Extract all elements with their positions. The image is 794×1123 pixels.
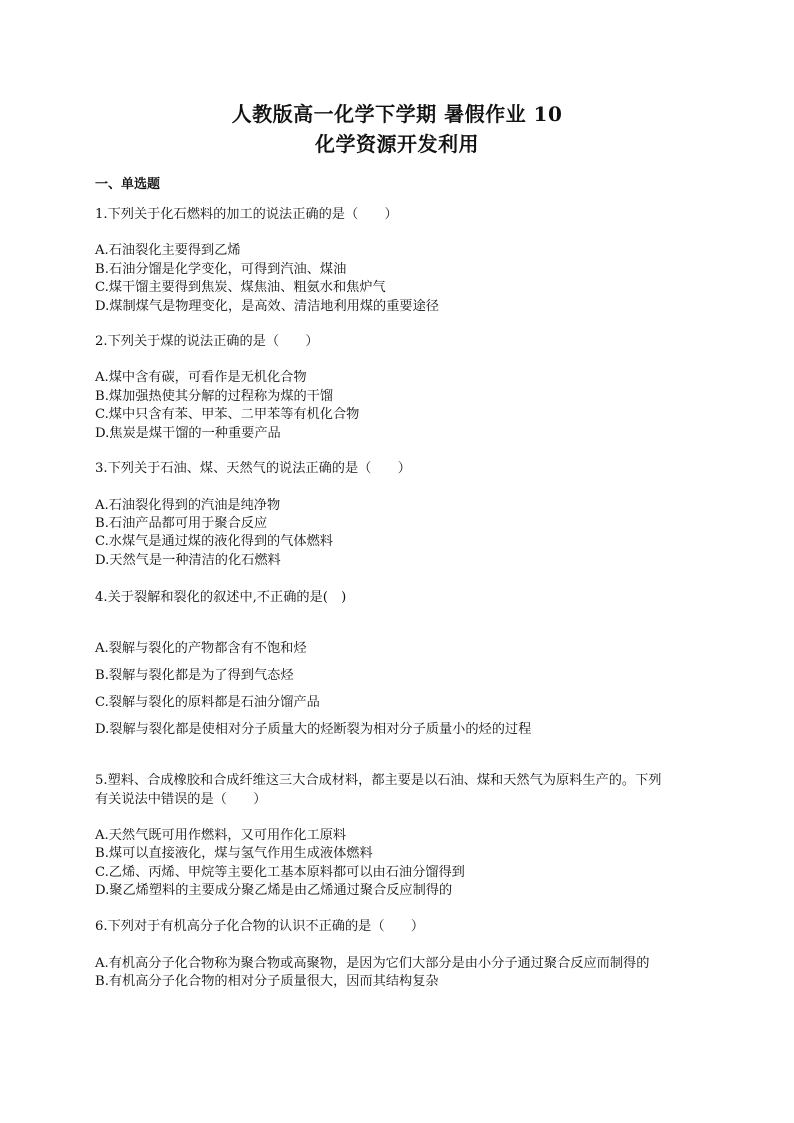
question-option: C.煤中只含有苯、甲苯、二甲苯等有机化合物 bbox=[95, 407, 360, 422]
question-stem-continued: 有关说法中错误的是（ ） bbox=[95, 792, 267, 807]
question-option: A.煤中含有碳，可看作是无机化合物 bbox=[95, 370, 307, 385]
question-option: A.裂解与裂化的产物都含有不饱和烃 bbox=[95, 641, 307, 656]
question-stem: 3.下列关于石油、煤、天然气的说法正确的是（ ） bbox=[95, 461, 411, 476]
section-heading: 一、单选题 bbox=[95, 177, 161, 192]
question-option: D.煤制煤气是物理变化，是高效、清洁地利用煤的重要途径 bbox=[95, 299, 439, 314]
question-option: C.裂解与裂化的原料都是石油分馏产品 bbox=[95, 695, 320, 710]
question-option: C.煤干馏主要得到焦炭、煤焦油、粗氨水和焦炉气 bbox=[95, 280, 386, 295]
question-option: B.有机高分子化合物的相对分子质量很大，因而其结构复杂 bbox=[95, 974, 439, 989]
question-stem: 4.关于裂解和裂化的叙述中,不正确的是( ) bbox=[95, 590, 347, 605]
question-option: B.石油产品都可用于聚合反应 bbox=[95, 516, 268, 531]
question-stem: 5.塑料、合成橡胶和合成纤维这三大合成材料，都主要是以石油、煤和天然气为原料生产的。下列 bbox=[95, 773, 662, 788]
question-stem: 2.下列关于煤的说法正确的是（ ） bbox=[95, 334, 319, 349]
page-title: 人教版高一化学下学期 暑假作业 10 bbox=[231, 102, 563, 126]
question-option: A.石油裂化得到的汽油是纯净物 bbox=[95, 498, 281, 513]
question-option: C.乙烯、丙烯、甲烷等主要化工基本原料都可以由石油分馏得到 bbox=[95, 865, 465, 880]
question-option: D.天然气是一种清洁的化石燃料 bbox=[95, 553, 281, 568]
question-option: C.水煤气是通过煤的液化得到的气体燃料 bbox=[95, 534, 333, 549]
question-option: D.聚乙烯塑料的主要成分聚乙烯是由乙烯通过聚合反应制得的 bbox=[95, 883, 453, 898]
question-option: D.焦炭是煤干馏的一种重要产品 bbox=[95, 426, 281, 441]
question-option: A.有机高分子化合物称为聚合物或高聚物，是因为它们大部分是由小分子通过聚合反应而制得的 bbox=[95, 956, 650, 971]
question-option: A.天然气既可用作燃料，又可用作化工原料 bbox=[95, 828, 347, 843]
question-option: D.裂解与裂化都是使相对分子质量大的烃断裂为相对分子质量小的烃的过程 bbox=[95, 722, 532, 737]
question-option: A.石油裂化主要得到乙烯 bbox=[95, 243, 241, 258]
question-option: B.裂解与裂化都是为了得到气态烃 bbox=[95, 668, 294, 683]
question-stem: 1.下列关于化石燃料的加工的说法正确的是（ ） bbox=[95, 207, 398, 222]
question-option: B.煤可以直接液化，煤与氢气作用生成液体燃料 bbox=[95, 846, 373, 861]
question-option: B.煤加强热使其分解的过程称为煤的干馏 bbox=[95, 389, 334, 404]
page-subtitle: 化学资源开发利用 bbox=[315, 132, 479, 156]
question-stem: 6.下列对于有机高分子化合物的认识不正确的是（ ） bbox=[95, 919, 425, 934]
question-option: B.石油分馏是化学变化，可得到汽油、煤油 bbox=[95, 262, 347, 277]
